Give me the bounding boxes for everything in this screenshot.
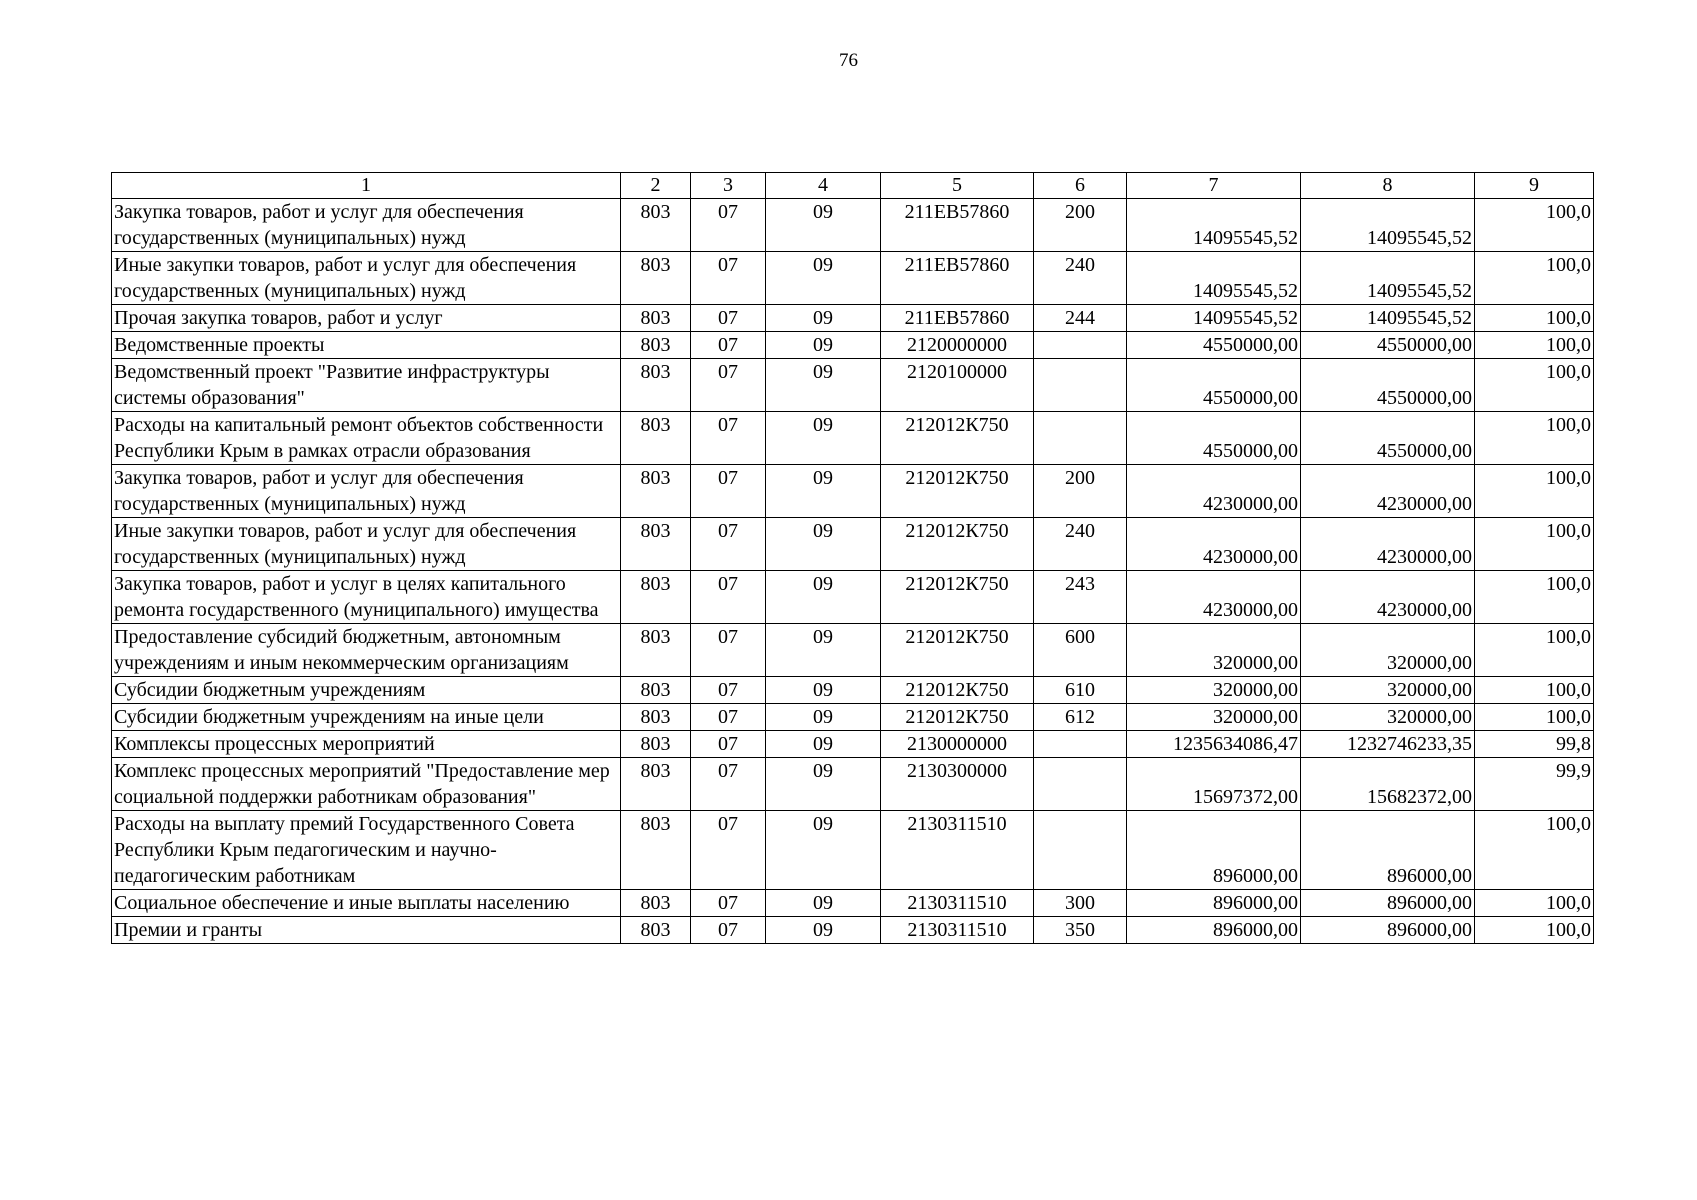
percent-cell: 100,0 bbox=[1475, 252, 1594, 305]
header-cell: 2 bbox=[621, 173, 691, 199]
target-article-cell: 212012К750 bbox=[881, 624, 1034, 677]
admin-code-cell: 803 bbox=[621, 518, 691, 571]
actual-amount-cell: 14095545,52 bbox=[1301, 305, 1475, 332]
table-row bbox=[112, 199, 1594, 252]
row-name-cell: Субсидии бюджетным учреждениям bbox=[112, 677, 621, 704]
subsection-cell: 09 bbox=[766, 811, 881, 890]
planned-amount-cell: 320000,00 bbox=[1127, 677, 1301, 704]
section-cell: 07 bbox=[691, 305, 766, 332]
expense-type-cell: 200 bbox=[1034, 199, 1127, 252]
subsection-cell: 09 bbox=[766, 704, 881, 731]
percent-cell: 100,0 bbox=[1475, 704, 1594, 731]
section-cell: 07 bbox=[691, 917, 766, 944]
table-row bbox=[112, 359, 1594, 412]
target-article-cell: 212012К750 bbox=[881, 465, 1034, 518]
section-cell: 07 bbox=[691, 199, 766, 252]
planned-amount-cell: 4550000,00 bbox=[1127, 412, 1301, 465]
row-name-cell: Ведомственный проект "Развитие инфраструктуры системы образования" bbox=[112, 359, 621, 412]
row-name-cell: Закупка товаров, работ и услуг для обеспечения государственных (муниципальных) нужд bbox=[112, 199, 621, 252]
admin-code-cell: 803 bbox=[621, 917, 691, 944]
table-row bbox=[112, 758, 1594, 811]
admin-code-cell: 803 bbox=[621, 624, 691, 677]
row-name-cell: Иные закупки товаров, работ и услуг для обеспечения государственных (муниципальных) нужд bbox=[112, 252, 621, 305]
expense-type-cell bbox=[1034, 731, 1127, 758]
percent-cell: 100,0 bbox=[1475, 465, 1594, 518]
table-row bbox=[112, 465, 1594, 518]
admin-code-cell: 803 bbox=[621, 252, 691, 305]
actual-amount-cell: 15682372,00 bbox=[1301, 758, 1475, 811]
subsection-cell: 09 bbox=[766, 518, 881, 571]
planned-amount-cell: 1235634086,47 bbox=[1127, 731, 1301, 758]
row-name-cell: Закупка товаров, работ и услуг в целях капитального ремонта государственного (муниципального) имущества bbox=[112, 571, 621, 624]
actual-amount-cell: 4230000,00 bbox=[1301, 571, 1475, 624]
actual-amount-cell: 896000,00 bbox=[1301, 890, 1475, 917]
section-cell: 07 bbox=[691, 624, 766, 677]
row-name-cell: Комплексы процессных мероприятий bbox=[112, 731, 621, 758]
planned-amount-cell: 896000,00 bbox=[1127, 917, 1301, 944]
percent-cell: 100,0 bbox=[1475, 890, 1594, 917]
actual-amount-cell: 1232746233,35 bbox=[1301, 731, 1475, 758]
actual-amount-cell: 896000,00 bbox=[1301, 917, 1475, 944]
section-cell: 07 bbox=[691, 890, 766, 917]
planned-amount-cell: 4230000,00 bbox=[1127, 571, 1301, 624]
actual-amount-cell: 4550000,00 bbox=[1301, 332, 1475, 359]
planned-amount-cell: 320000,00 bbox=[1127, 624, 1301, 677]
header-cell: 1 bbox=[112, 173, 621, 199]
section-cell: 07 bbox=[691, 412, 766, 465]
section-cell: 07 bbox=[691, 518, 766, 571]
target-article-cell: 2130300000 bbox=[881, 758, 1034, 811]
row-name-cell: Комплекс процессных мероприятий "Предоставление мер социальной поддержки работникам образования" bbox=[112, 758, 621, 811]
subsection-cell: 09 bbox=[766, 917, 881, 944]
expense-type-cell: 600 bbox=[1034, 624, 1127, 677]
expense-type-cell bbox=[1034, 412, 1127, 465]
section-cell: 07 bbox=[691, 359, 766, 412]
row-name-cell: Субсидии бюджетным учреждениям на иные цели bbox=[112, 704, 621, 731]
row-name-cell: Закупка товаров, работ и услуг для обеспечения государственных (муниципальных) нужд bbox=[112, 465, 621, 518]
subsection-cell: 09 bbox=[766, 465, 881, 518]
table-row bbox=[112, 518, 1594, 571]
expense-type-cell bbox=[1034, 811, 1127, 890]
expense-type-cell: 240 bbox=[1034, 252, 1127, 305]
percent-cell: 99,9 bbox=[1475, 758, 1594, 811]
percent-cell: 100,0 bbox=[1475, 518, 1594, 571]
subsection-cell: 09 bbox=[766, 305, 881, 332]
target-article-cell: 2130311510 bbox=[881, 917, 1034, 944]
table-row bbox=[112, 677, 1594, 704]
table-row bbox=[112, 305, 1594, 332]
admin-code-cell: 803 bbox=[621, 731, 691, 758]
admin-code-cell: 803 bbox=[621, 332, 691, 359]
section-cell: 07 bbox=[691, 571, 766, 624]
target-article-cell: 212012К750 bbox=[881, 677, 1034, 704]
table-row bbox=[112, 332, 1594, 359]
section-cell: 07 bbox=[691, 332, 766, 359]
planned-amount-cell: 14095545,52 bbox=[1127, 199, 1301, 252]
actual-amount-cell: 4550000,00 bbox=[1301, 359, 1475, 412]
header-cell: 4 bbox=[766, 173, 881, 199]
admin-code-cell: 803 bbox=[621, 571, 691, 624]
row-name-cell: Социальное обеспечение и иные выплаты населению bbox=[112, 890, 621, 917]
planned-amount-cell: 14095545,52 bbox=[1127, 305, 1301, 332]
percent-cell: 100,0 bbox=[1475, 917, 1594, 944]
header-cell: 7 bbox=[1127, 173, 1301, 199]
actual-amount-cell: 4230000,00 bbox=[1301, 465, 1475, 518]
subsection-cell: 09 bbox=[766, 624, 881, 677]
percent-cell: 100,0 bbox=[1475, 677, 1594, 704]
actual-amount-cell: 4550000,00 bbox=[1301, 412, 1475, 465]
table-row bbox=[112, 252, 1594, 305]
expense-type-cell: 200 bbox=[1034, 465, 1127, 518]
planned-amount-cell: 4550000,00 bbox=[1127, 359, 1301, 412]
planned-amount-cell: 4230000,00 bbox=[1127, 518, 1301, 571]
admin-code-cell: 803 bbox=[621, 811, 691, 890]
admin-code-cell: 803 bbox=[621, 359, 691, 412]
admin-code-cell: 803 bbox=[621, 412, 691, 465]
table-row bbox=[112, 704, 1594, 731]
actual-amount-cell: 320000,00 bbox=[1301, 704, 1475, 731]
section-cell: 07 bbox=[691, 252, 766, 305]
row-name-cell: Расходы на капитальный ремонт объектов собственности Республики Крым в рамках отрасли образования bbox=[112, 412, 621, 465]
table-body bbox=[112, 173, 1594, 944]
target-article-cell: 2130000000 bbox=[881, 731, 1034, 758]
subsection-cell: 09 bbox=[766, 252, 881, 305]
header-cell: 9 bbox=[1475, 173, 1594, 199]
table-row bbox=[112, 624, 1594, 677]
header-cell: 5 bbox=[881, 173, 1034, 199]
expense-type-cell bbox=[1034, 332, 1127, 359]
header-cell: 8 bbox=[1301, 173, 1475, 199]
target-article-cell: 212012К750 bbox=[881, 571, 1034, 624]
target-article-cell: 2130311510 bbox=[881, 811, 1034, 890]
subsection-cell: 09 bbox=[766, 677, 881, 704]
section-cell: 07 bbox=[691, 811, 766, 890]
subsection-cell: 09 bbox=[766, 758, 881, 811]
planned-amount-cell: 15697372,00 bbox=[1127, 758, 1301, 811]
target-article-cell: 212012К750 bbox=[881, 704, 1034, 731]
section-cell: 07 bbox=[691, 758, 766, 811]
expense-type-cell: 300 bbox=[1034, 890, 1127, 917]
subsection-cell: 09 bbox=[766, 412, 881, 465]
target-article-cell: 212012К750 bbox=[881, 412, 1034, 465]
expense-type-cell: 243 bbox=[1034, 571, 1127, 624]
percent-cell: 100,0 bbox=[1475, 359, 1594, 412]
row-name-cell: Прочая закупка товаров, работ и услуг bbox=[112, 305, 621, 332]
expense-type-cell: 612 bbox=[1034, 704, 1127, 731]
target-article-cell: 2130311510 bbox=[881, 890, 1034, 917]
expense-type-cell: 244 bbox=[1034, 305, 1127, 332]
admin-code-cell: 803 bbox=[621, 305, 691, 332]
subsection-cell: 09 bbox=[766, 199, 881, 252]
admin-code-cell: 803 bbox=[621, 758, 691, 811]
actual-amount-cell: 14095545,52 bbox=[1301, 199, 1475, 252]
expense-type-cell: 240 bbox=[1034, 518, 1127, 571]
table-row bbox=[112, 890, 1594, 917]
percent-cell: 100,0 bbox=[1475, 624, 1594, 677]
target-article-cell: 212012К750 bbox=[881, 518, 1034, 571]
page-number: 76 bbox=[839, 50, 858, 71]
expense-type-cell bbox=[1034, 758, 1127, 811]
planned-amount-cell: 320000,00 bbox=[1127, 704, 1301, 731]
subsection-cell: 09 bbox=[766, 359, 881, 412]
percent-cell: 99,8 bbox=[1475, 731, 1594, 758]
planned-amount-cell: 4550000,00 bbox=[1127, 332, 1301, 359]
table-row bbox=[112, 917, 1594, 944]
header-row bbox=[112, 173, 1594, 199]
actual-amount-cell: 4230000,00 bbox=[1301, 518, 1475, 571]
expense-type-cell: 350 bbox=[1034, 917, 1127, 944]
target-article-cell: 2120000000 bbox=[881, 332, 1034, 359]
percent-cell: 100,0 bbox=[1475, 305, 1594, 332]
row-name-cell: Расходы на выплату премий Государственного Совета Республики Крым педагогическим и научно-педагогическим работникам bbox=[112, 811, 621, 890]
subsection-cell: 09 bbox=[766, 571, 881, 624]
header-cell: 3 bbox=[691, 173, 766, 199]
target-article-cell: 211EB57860 bbox=[881, 199, 1034, 252]
expense-type-cell: 610 bbox=[1034, 677, 1127, 704]
target-article-cell: 2120100000 bbox=[881, 359, 1034, 412]
section-cell: 07 bbox=[691, 677, 766, 704]
row-name-cell: Предоставление субсидий бюджетным, автономным учреждениям и иным некоммерческим организациям bbox=[112, 624, 621, 677]
actual-amount-cell: 14095545,52 bbox=[1301, 252, 1475, 305]
planned-amount-cell: 14095545,52 bbox=[1127, 252, 1301, 305]
percent-cell: 100,0 bbox=[1475, 811, 1594, 890]
table-row bbox=[112, 731, 1594, 758]
actual-amount-cell: 320000,00 bbox=[1301, 624, 1475, 677]
percent-cell: 100,0 bbox=[1475, 332, 1594, 359]
section-cell: 07 bbox=[691, 465, 766, 518]
target-article-cell: 211EB57860 bbox=[881, 252, 1034, 305]
admin-code-cell: 803 bbox=[621, 465, 691, 518]
row-name-cell: Ведомственные проекты bbox=[112, 332, 621, 359]
planned-amount-cell: 896000,00 bbox=[1127, 890, 1301, 917]
target-article-cell: 211EB57860 bbox=[881, 305, 1034, 332]
header-cell: 6 bbox=[1034, 173, 1127, 199]
admin-code-cell: 803 bbox=[621, 890, 691, 917]
percent-cell: 100,0 bbox=[1475, 571, 1594, 624]
admin-code-cell: 803 bbox=[621, 677, 691, 704]
budget-table bbox=[111, 172, 1594, 944]
planned-amount-cell: 4230000,00 bbox=[1127, 465, 1301, 518]
row-name-cell: Иные закупки товаров, работ и услуг для обеспечения государственных (муниципальных) нужд bbox=[112, 518, 621, 571]
table-row bbox=[112, 412, 1594, 465]
section-cell: 07 bbox=[691, 704, 766, 731]
table-row bbox=[112, 811, 1594, 890]
admin-code-cell: 803 bbox=[621, 704, 691, 731]
section-cell: 07 bbox=[691, 731, 766, 758]
row-name-cell: Премии и гранты bbox=[112, 917, 621, 944]
subsection-cell: 09 bbox=[766, 731, 881, 758]
admin-code-cell: 803 bbox=[621, 199, 691, 252]
actual-amount-cell: 896000,00 bbox=[1301, 811, 1475, 890]
planned-amount-cell: 896000,00 bbox=[1127, 811, 1301, 890]
expense-type-cell bbox=[1034, 359, 1127, 412]
actual-amount-cell: 320000,00 bbox=[1301, 677, 1475, 704]
table-row bbox=[112, 571, 1594, 624]
subsection-cell: 09 bbox=[766, 890, 881, 917]
percent-cell: 100,0 bbox=[1475, 412, 1594, 465]
percent-cell: 100,0 bbox=[1475, 199, 1594, 252]
subsection-cell: 09 bbox=[766, 332, 881, 359]
